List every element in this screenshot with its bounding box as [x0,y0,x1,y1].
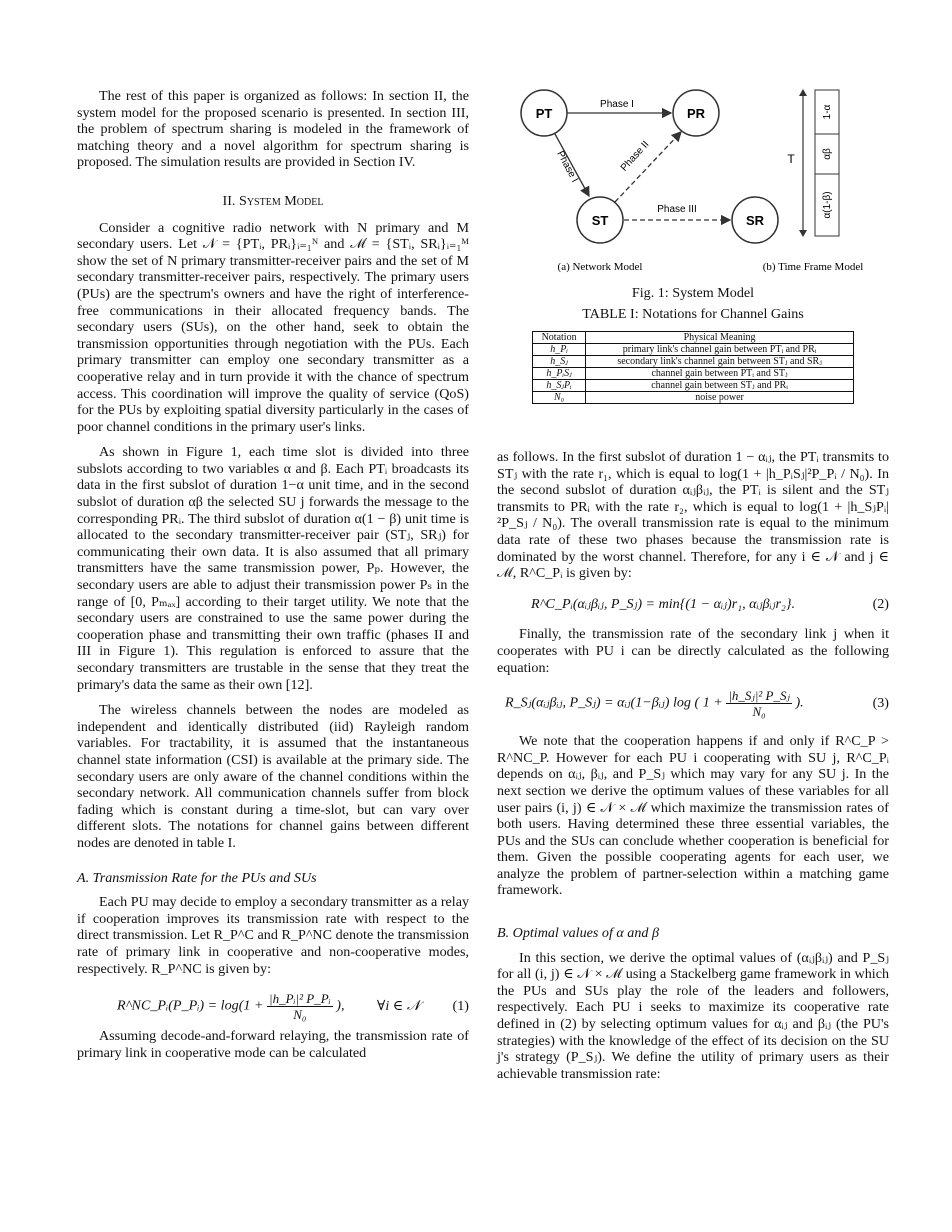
node-sr-label: SR [745,213,765,228]
eq1-tail: ), [336,997,345,1014]
decode-forward-paragraph: Assuming decode-and-forward relaying, the transmission rate of primary link in cooperative mode can be calculated [77,1028,469,1061]
table-row [533,356,854,368]
eq1-fraction [267,991,333,1022]
segment-2-label: αβ [822,148,833,160]
figure-system-model [497,88,889,404]
table-header-meaning: Physical Meaning [586,332,854,344]
time-axis-bottom-arrow [799,230,807,237]
table-header-row [533,332,854,344]
section-title: System Model [239,192,324,209]
eq1-numerator: |h_Pᵢ|² P_Pᵢ [269,991,331,1007]
eq1-label: (1) [452,998,469,1015]
segment-3-label: α(1-β) [822,191,833,219]
section-number: II. [222,192,236,209]
equation-2 [531,596,889,613]
subcaption-b: (b) Time Frame Model [762,261,864,273]
eq3-tail: ). [795,694,804,711]
table-header-notation: Notation [533,332,586,344]
transmission-rate-paragraph: Each PU may decide to employ a secondary transmitter as a relay if cooperation improves its transmission rate with respect to the direct transmission. Let R_P^C and R_P^NC denote the transmission rate of primary link in cooperative and non-cooperative modes, respectively. R_P^NC is given by: [77,894,469,977]
table-cell: channel gain between PTᵢ and STⱼ [586,368,854,380]
phase-1-label: Phase I [600,99,634,110]
table-cell: primary link's channel gain between PTᵢ and PRᵢ [586,344,854,356]
eq2-label: (2) [872,595,889,612]
table-cell: channel gain between STⱼ and PRᵢ [586,380,854,392]
eq1-condition: ∀i ∈ 𝒩 [376,998,421,1015]
system-model-paragraph-1: Consider a cognitive radio network with N primary and M secondary users. Let 𝒩 = {PTᵢ, PRᵢ}ᵢ₌₁ᴺ and ℳ = {STᵢ, SRᵢ}ᵢ₌₁ᴹ show the set of N primary transmitter-receiver pairs and the set of M secondary transmitter-receiver pairs, respectively. The primary users (PUs) are the spectrum's owners and have the right of interference-free communications in their allocated frequency bands. The secondary users (SUs), on the other hand, seek to obtain the transmission opportunities through negotiation with the PUs. Each primary transmitter can employ one secondary transmitter as a cooperative relay and in turn provide it with the chance of spectrum access. This coordination will improve the quality of service (QoS) for the PUs by exploiting spatial diversity particularly in the cases of poor channel conditions in the primary user's links. [77,219,469,435]
table-caption: TABLE I: Notations for Channel Gains [582,306,804,322]
table-row [533,380,854,392]
table-row [533,344,854,356]
table-cell: secondary link's channel gain between STⱼ and SRⱼ [586,356,854,368]
secondary-rate-paragraph: Finally, the transmission rate of the secondary link j when it cooperates with PU i can be directly calculated as the following equation: [497,626,889,676]
table-cell: h_Sⱼ [533,356,586,368]
time-t-label: T [787,152,795,166]
eq1-lhs: R^NC_Pᵢ(P_Pᵢ) = log(1 + [117,997,267,1014]
eq2-body: R^C_Pᵢ(αᵢⱼβᵢⱼ, P_Sⱼ) = min{(1 − αᵢⱼ)r₁, αᵢⱼβᵢⱼr₂}. [531,595,795,612]
left-column [77,88,469,1061]
table-cell: noise power [586,392,854,404]
cooperation-condition-paragraph: We note that the cooperation happens if and only if R^C_P > R^NC_P. However for each PU i cooperating with SU j, R^C_Pᵢ depends on αᵢⱼ, βᵢⱼ, and P_Sⱼ which may vary for any SU j. In the next section we derive the optimum values of these variables for all user pairs (i, j) ∈ 𝒩 × ℳ which maximize the transmission rates of both users. Having determined these three essential variables, the PUs and the SUs can conclude whether cooperation is beneficial for them. Given the possible cooperating agents for each user, we analyze the problem of partner-selection within a matching game framework. [497,733,889,899]
equation-3 [505,688,889,719]
channel-gains-table [532,331,854,404]
subcaption-a: (a) Network Model [557,261,643,273]
figure-caption: Fig. 1: System Model [631,285,755,301]
table-row [533,392,854,404]
table-cell: h_PᵢSⱼ [533,368,586,380]
system-model-paragraph-2: As shown in Figure 1, each time slot is divided into three subslots according to two variables α and β. Each PTᵢ broadcasts its data in the first subslot of duration 1−α unit time, and in the second subslot of duration αβ the selected SU j forwards the message to the corresponding PRᵢ. The third subslot of duration α(1 − β) unit time is allocated to the secondary transmitter-receiver pair (STⱼ, SRⱼ) for communicating their own data. It is also assumed that all primary transmitters have the same transmission power, Pₚ. However, the secondary users are able to adjust their transmission power Pₛ in the range of [0, Pₘₐₓ] according to their target utility. We note that the secondary users are constrained to use the same power during the cooperation phase and transmitting their own traffic (phases II and III in Figure 1). This regulation is enforced to assure that the secondary transmitters are trustable in the sense that they treat the primary's data the same as their own [12]. [77,444,469,693]
subsection-b-heading: B. Optimal values of α and β [497,925,659,942]
table-cell: N₀ [533,392,586,404]
eq3-denominator: N₀ [752,704,766,720]
eq3-lhs: R_Sⱼ(αᵢⱼβᵢⱼ, P_Sⱼ) = αᵢⱼ(1−βᵢⱼ) log ( 1 + [505,694,727,711]
cooperative-rate-paragraph: as follows. In the first subslot of duration 1 − αᵢⱼ, the PTᵢ transmits to STⱼ with the rate r₁, which is equal to log(1 + |h_PᵢSⱼ|²P_Pᵢ / N₀). In the second subslot of duration αᵢⱼβᵢⱼ, the PTᵢ is silent and the STⱼ transmits to PRᵢ with the rate r₂, which is equal to log(1 + |h_SⱼPᵢ|²P_Sⱼ / N₀). The overall transmission rate is equal to the minimum data rate of these two phases because the transmission rate is dominated by the worst channel. Therefore, for any i ∈ 𝒩 and j ∈ ℳ, R^C_Pᵢ is given by: [497,449,889,582]
eq3-fraction [726,688,792,719]
phase-1b-label: Phase I [554,149,581,185]
intro-paragraph: The rest of this paper is organized as follows: In section II, the system model for the proposed scenario is presented. In section III, the problem of spectrum sharing is modeled in the framework of matching theory and a novel algorithm for spectrum sharing is proposed. The simulation results are provided in Section IV. [77,88,469,171]
phase-3-label: Phase III [657,204,697,215]
eq3-label: (3) [872,695,889,712]
table-cell: h_SⱼPᵢ [533,380,586,392]
section-heading [77,193,469,210]
eq1-denominator: N₀ [293,1007,307,1023]
right-column [497,449,889,1082]
equation-1 [117,991,469,1022]
node-st-label: ST [591,213,609,228]
network-diagram [497,88,889,278]
table-cell: h_Pᵢ [533,344,586,356]
node-pr-label: PR [686,106,706,121]
subsection-a-heading: A. Transmission Rate for the PUs and SUs [77,869,317,886]
table-row [533,368,854,380]
node-pt-label: PT [535,106,553,121]
system-model-paragraph-3: The wireless channels between the nodes are modeled as independent and identically distributed (iid) Rayleigh random variables. For tractability, it is assumed that the instantaneous channel state information (CSI) is available at the primary side. The secondary users are only aware of the channel conditions within the secondary network. All communication channels suffer from block fading which is constant during a time-slot, but can vary over different slots. The notations for channel gains between different nodes are denoted in table I. [77,702,469,851]
optimal-values-paragraph: In this section, we derive the optimal values of (αᵢⱼβᵢⱼ) and P_Sⱼ for all (i, j) ∈ 𝒩 × ℳ using a Stackelberg game framework in which the PUs and SUs play the role of the leaders and followers, respectively. Each PU i seeks to maximize its cooperative rate defined in (2) by selecting optimum values for αᵢⱼ and βᵢⱼ (the PU's strategies) with the knowledge of the effect of its decision on the SU j's strategy (P_Sⱼ). We define the utility of primary users as their achievable transmission rate: [497,949,889,1082]
phase-2-label: Phase II [618,139,652,174]
segment-1-label: 1-α [822,104,833,120]
eq3-numerator: |h_Sⱼ|² P_Sⱼ [728,688,790,704]
time-axis-top-arrow [799,89,807,96]
